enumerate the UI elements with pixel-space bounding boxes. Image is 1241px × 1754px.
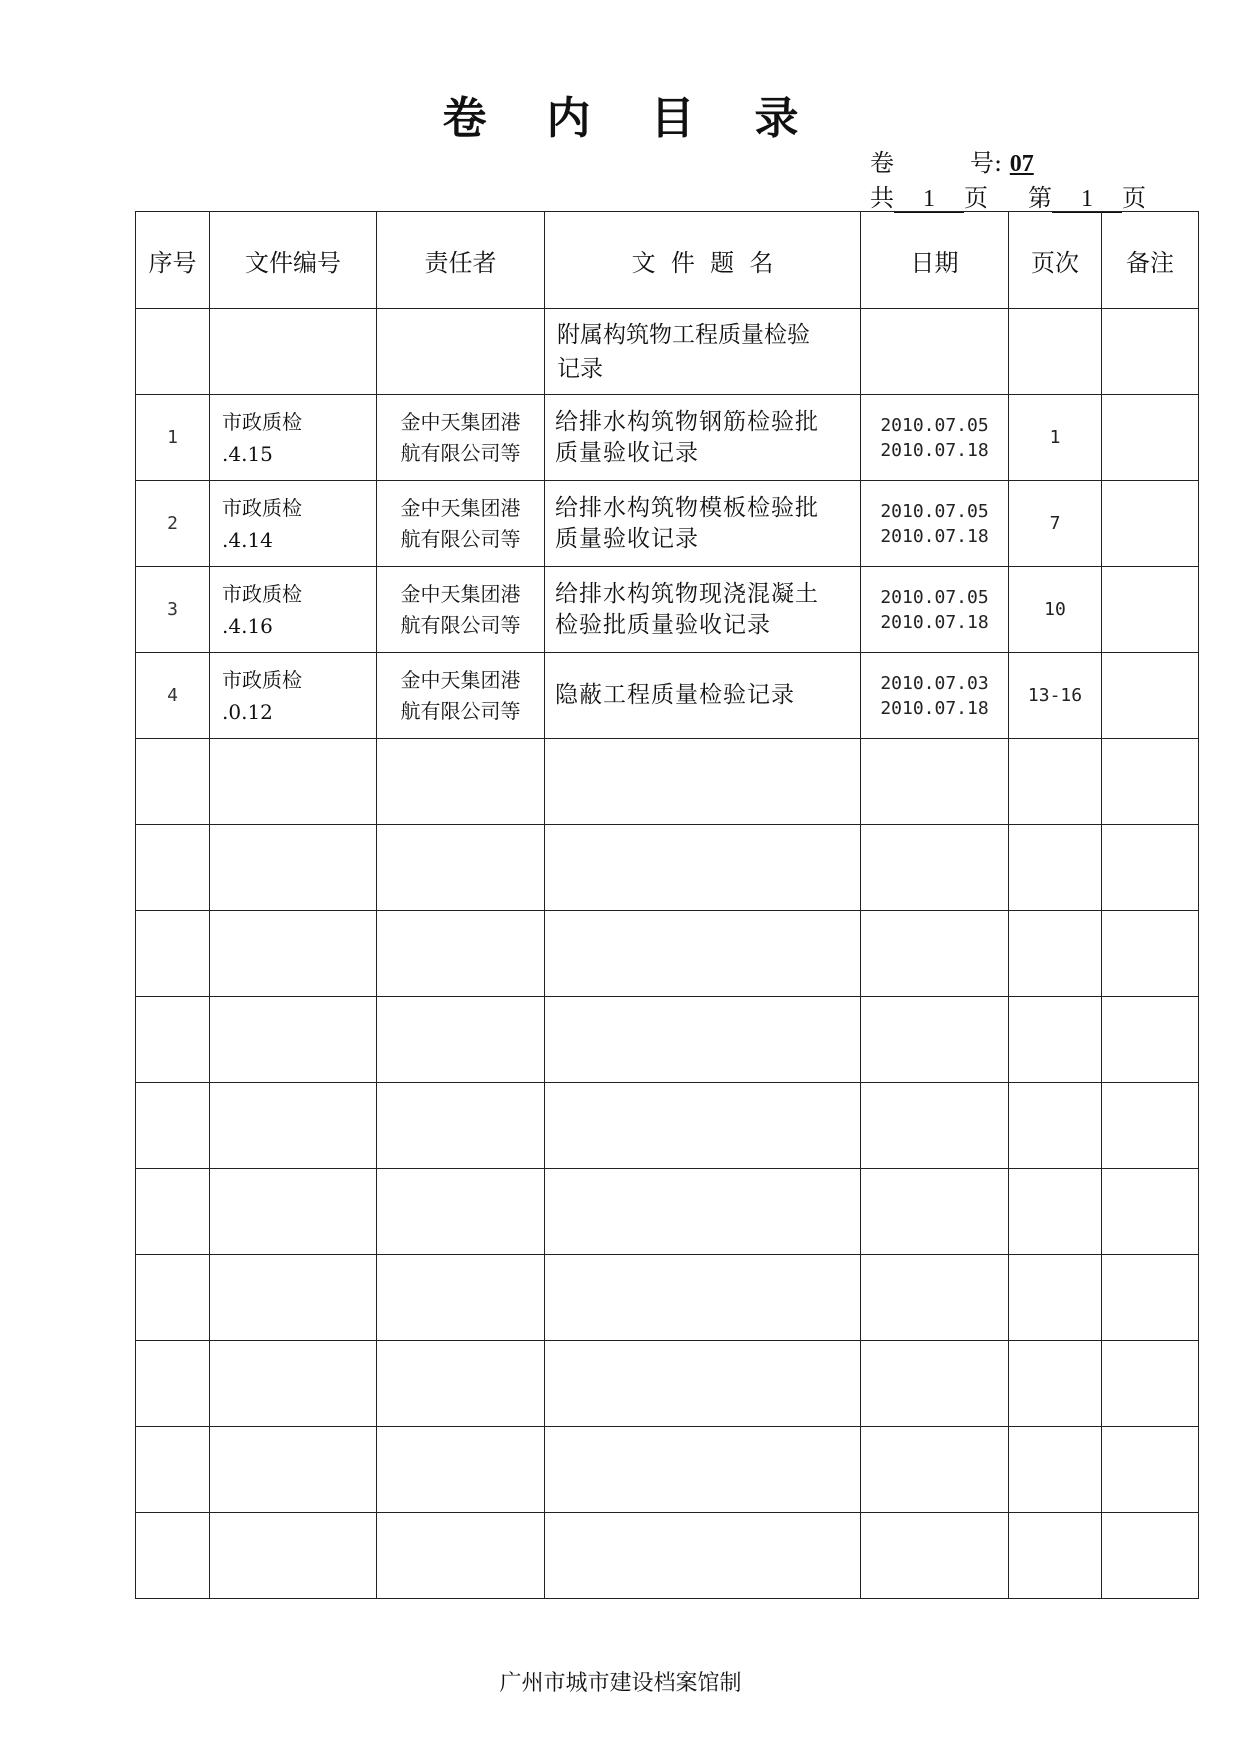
table-row xyxy=(136,653,1199,739)
col-header-seq: 序号 xyxy=(136,212,210,309)
note-cell xyxy=(1102,481,1199,567)
pages-cell: 13-16 xyxy=(1009,653,1102,739)
date-line: 2010.07.18 xyxy=(880,611,989,633)
code-cell xyxy=(210,653,377,739)
seq-cell: 1 xyxy=(136,395,210,481)
resp-line: 航有限公司等 xyxy=(400,526,521,551)
code-cell xyxy=(210,395,377,481)
seq-cell: 4 xyxy=(136,653,210,739)
note-cell xyxy=(1102,653,1199,739)
code-line: .0.12 xyxy=(222,699,273,724)
empty-row xyxy=(136,1513,1199,1599)
empty-row xyxy=(136,1341,1199,1427)
date-line: 2010.07.05 xyxy=(880,500,989,522)
resp-line: 金中天集团港 xyxy=(400,667,521,692)
code-line: .4.14 xyxy=(222,527,273,552)
table-cell xyxy=(136,309,210,395)
title-char: 目 xyxy=(650,93,695,144)
title-line: 给排水构筑物钢筋检验批 xyxy=(555,408,819,435)
resp-line: 航有限公司等 xyxy=(400,698,521,723)
title-line: 质量验收记录 xyxy=(555,525,699,552)
group-title-line: 附属构筑物工程质量检验 xyxy=(557,321,810,348)
responsible-cell xyxy=(377,395,545,481)
table-cell xyxy=(1102,309,1199,395)
date-line: 2010.07.05 xyxy=(880,414,989,436)
pages-cell: 7 xyxy=(1009,481,1102,567)
title-char: 卷 xyxy=(442,93,487,144)
note-cell xyxy=(1102,395,1199,481)
col-header-code: 文件编号 xyxy=(210,212,377,309)
empty-row xyxy=(136,911,1199,997)
date-line: 2010.07.18 xyxy=(880,697,989,719)
page-title xyxy=(0,82,1241,146)
header-row xyxy=(136,212,1199,309)
date-line: 2010.07.03 xyxy=(880,672,989,694)
empty-row xyxy=(136,825,1199,911)
title-char: 内 xyxy=(546,93,591,144)
title-line: 给排水构筑物模板检验批 xyxy=(555,494,819,521)
code-line: 市政质检 xyxy=(222,409,302,434)
group-title xyxy=(545,309,861,395)
code-line: 市政质检 xyxy=(222,581,302,606)
resp-line: 金中天集团港 xyxy=(400,495,521,520)
code-cell xyxy=(210,567,377,653)
catalog-table xyxy=(135,211,1199,1599)
empty-row xyxy=(136,1083,1199,1169)
group-title-line: 记录 xyxy=(557,355,603,382)
empty-row xyxy=(136,1255,1199,1341)
total-pages: 1 xyxy=(894,187,964,213)
date-line: 2010.07.18 xyxy=(880,525,989,547)
group-row xyxy=(136,309,1199,395)
table-cell xyxy=(1009,309,1102,395)
total-unit: 页 xyxy=(964,184,988,212)
empty-row xyxy=(136,739,1199,825)
col-header-date: 日期 xyxy=(861,212,1009,309)
title-char: 录 xyxy=(754,93,799,144)
code-line: 市政质检 xyxy=(222,495,302,520)
pages-cell: 10 xyxy=(1009,567,1102,653)
empty-row xyxy=(136,1169,1199,1255)
responsible-cell xyxy=(377,567,545,653)
resp-line: 金中天集团港 xyxy=(400,409,521,434)
table-row xyxy=(136,395,1199,481)
total-label: 共 xyxy=(870,184,894,212)
col-header-responsible: 责任者 xyxy=(377,212,545,309)
title-line: 检验批质量验收记录 xyxy=(555,611,771,638)
volume-value: 07 xyxy=(1009,151,1034,177)
responsible-cell xyxy=(377,653,545,739)
seq-cell: 2 xyxy=(136,481,210,567)
empty-row xyxy=(136,1427,1199,1513)
title-cell xyxy=(545,567,861,653)
table-cell xyxy=(210,309,377,395)
table-row xyxy=(136,567,1199,653)
date-cell xyxy=(861,481,1009,567)
volume-number xyxy=(870,143,1034,178)
current-page: 1 xyxy=(1052,187,1122,213)
date-cell xyxy=(861,567,1009,653)
title-cell xyxy=(545,653,861,739)
volume-label-b: 号: xyxy=(970,149,1003,177)
resp-line: 航有限公司等 xyxy=(400,440,521,465)
table-cell xyxy=(377,309,545,395)
current-unit: 页 xyxy=(1122,184,1146,212)
code-line: .4.15 xyxy=(222,441,273,466)
table-cell xyxy=(861,309,1009,395)
date-cell xyxy=(861,653,1009,739)
table-row xyxy=(136,481,1199,567)
empty-row xyxy=(136,997,1199,1083)
col-header-pages: 页次 xyxy=(1009,212,1102,309)
seq-cell: 3 xyxy=(136,567,210,653)
volume-label-a: 卷 xyxy=(870,149,894,177)
page-count xyxy=(870,178,1146,213)
code-line: .4.16 xyxy=(222,613,273,638)
date-line: 2010.07.18 xyxy=(880,439,989,461)
note-cell xyxy=(1102,567,1199,653)
current-label: 第 xyxy=(1028,184,1052,212)
resp-line: 航有限公司等 xyxy=(400,612,521,637)
date-line: 2010.07.05 xyxy=(880,586,989,608)
responsible-cell xyxy=(377,481,545,567)
col-header-note: 备注 xyxy=(1102,212,1199,309)
resp-line: 金中天集团港 xyxy=(400,581,521,606)
pages-cell: 1 xyxy=(1009,395,1102,481)
title-line: 质量验收记录 xyxy=(555,439,699,466)
code-line: 市政质检 xyxy=(222,667,302,692)
title-cell xyxy=(545,395,861,481)
title-line: 给排水构筑物现浇混凝土 xyxy=(555,580,819,607)
title-cell xyxy=(545,481,861,567)
code-cell xyxy=(210,481,377,567)
footer-issuer: 广州市城市建设档案馆制 xyxy=(499,1671,742,1696)
date-cell xyxy=(861,395,1009,481)
title-line: 隐蔽工程质量检验记录 xyxy=(555,682,795,708)
col-header-title: 文 件 题 名 xyxy=(545,212,861,309)
